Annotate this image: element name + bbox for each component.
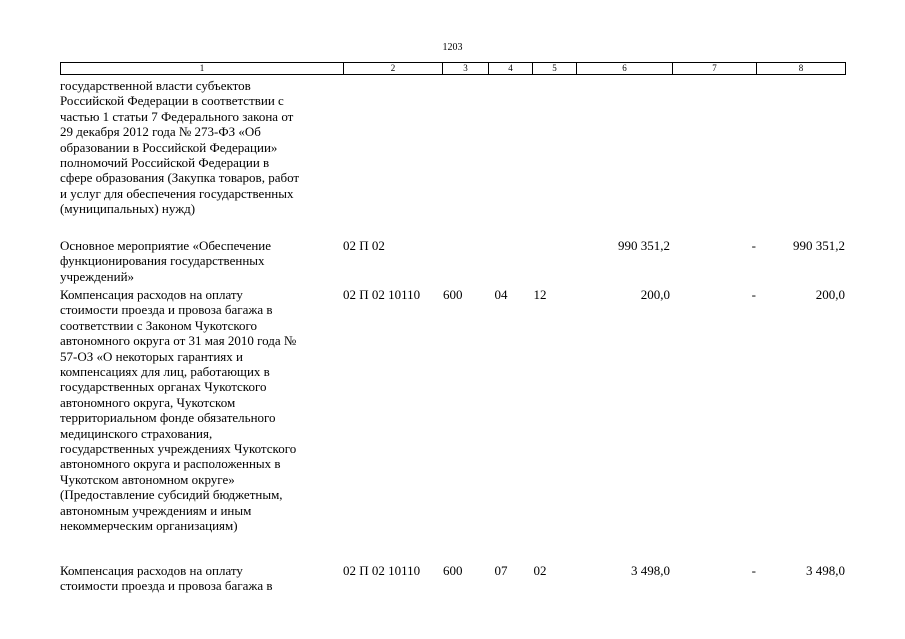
row-code: 02 П 02 10110 xyxy=(343,287,421,302)
row-code: 02 П 02 xyxy=(343,238,385,253)
header-col-4: 4 xyxy=(489,63,533,74)
row-vr: 600 xyxy=(443,287,463,302)
row-pr: 12 xyxy=(533,287,547,302)
header-col-8: 8 xyxy=(798,63,804,73)
table-header xyxy=(60,62,846,75)
header-col-1: 1 xyxy=(61,63,344,74)
page-number: 1203 xyxy=(442,42,463,53)
row-rz: 04 xyxy=(494,287,508,302)
header-col-5: 5 xyxy=(533,63,577,74)
row-name: Компенсация расходов на оплату стоимости проезда и провоза багажа в xyxy=(60,563,273,594)
header-col-7: 7 xyxy=(673,63,757,74)
row-change: - xyxy=(751,563,756,578)
row-sum: 3 498,0 xyxy=(631,563,670,578)
row-sum: 990 351,2 xyxy=(618,238,670,253)
row-sum: 200,0 xyxy=(640,287,670,302)
row-rz: 07 xyxy=(494,563,508,578)
header-col-3: 3 xyxy=(443,63,489,74)
row-change: - xyxy=(751,238,756,253)
row-pr: 02 xyxy=(533,563,547,578)
row-code: 02 П 02 10110 xyxy=(343,563,421,578)
row-change: - xyxy=(751,287,756,302)
row-name: Основное мероприятие «Обеспечение функционирования государственных учреждений» xyxy=(60,238,272,284)
row-name: государственной власти субъектов Российской Федерации в соответствии с частью 1 статьи 7 Федерального закона от 29 декабря 2012 года № 273-ФЗ «Об образовании в Российской Федерации» полномочий Российской Федерации в сфере образования (Закупка товаров, работ и услуг для обеспечения государственных (муниципальных) нужд) xyxy=(60,78,300,217)
row-total: 200,0 xyxy=(815,287,845,302)
header-col-6: 6 xyxy=(577,63,673,74)
row-name: Компенсация расходов на оплату стоимости проезда и провоза багажа в соответствии с Законом Чукотского автономного округа от 31 мая 2010 года № 57-ОЗ «О некоторых гарантиях и компенсациях для лиц, работающих в государственных органах Чукотского автономного округа, Чукотском территориальном фонде обязательного медицинского страхования, государственных учреждениях Чукотского автономного округа и расположенных в Чукотском автономном округе» (Предоставление субсидий бюджетным, автономным учреждениям и иным некоммерческим организациям) xyxy=(60,287,297,534)
header-col-2: 2 xyxy=(344,63,443,74)
row-vr: 600 xyxy=(443,563,463,578)
row-total: 990 351,2 xyxy=(793,238,845,253)
row-total: 3 498,0 xyxy=(806,563,845,578)
